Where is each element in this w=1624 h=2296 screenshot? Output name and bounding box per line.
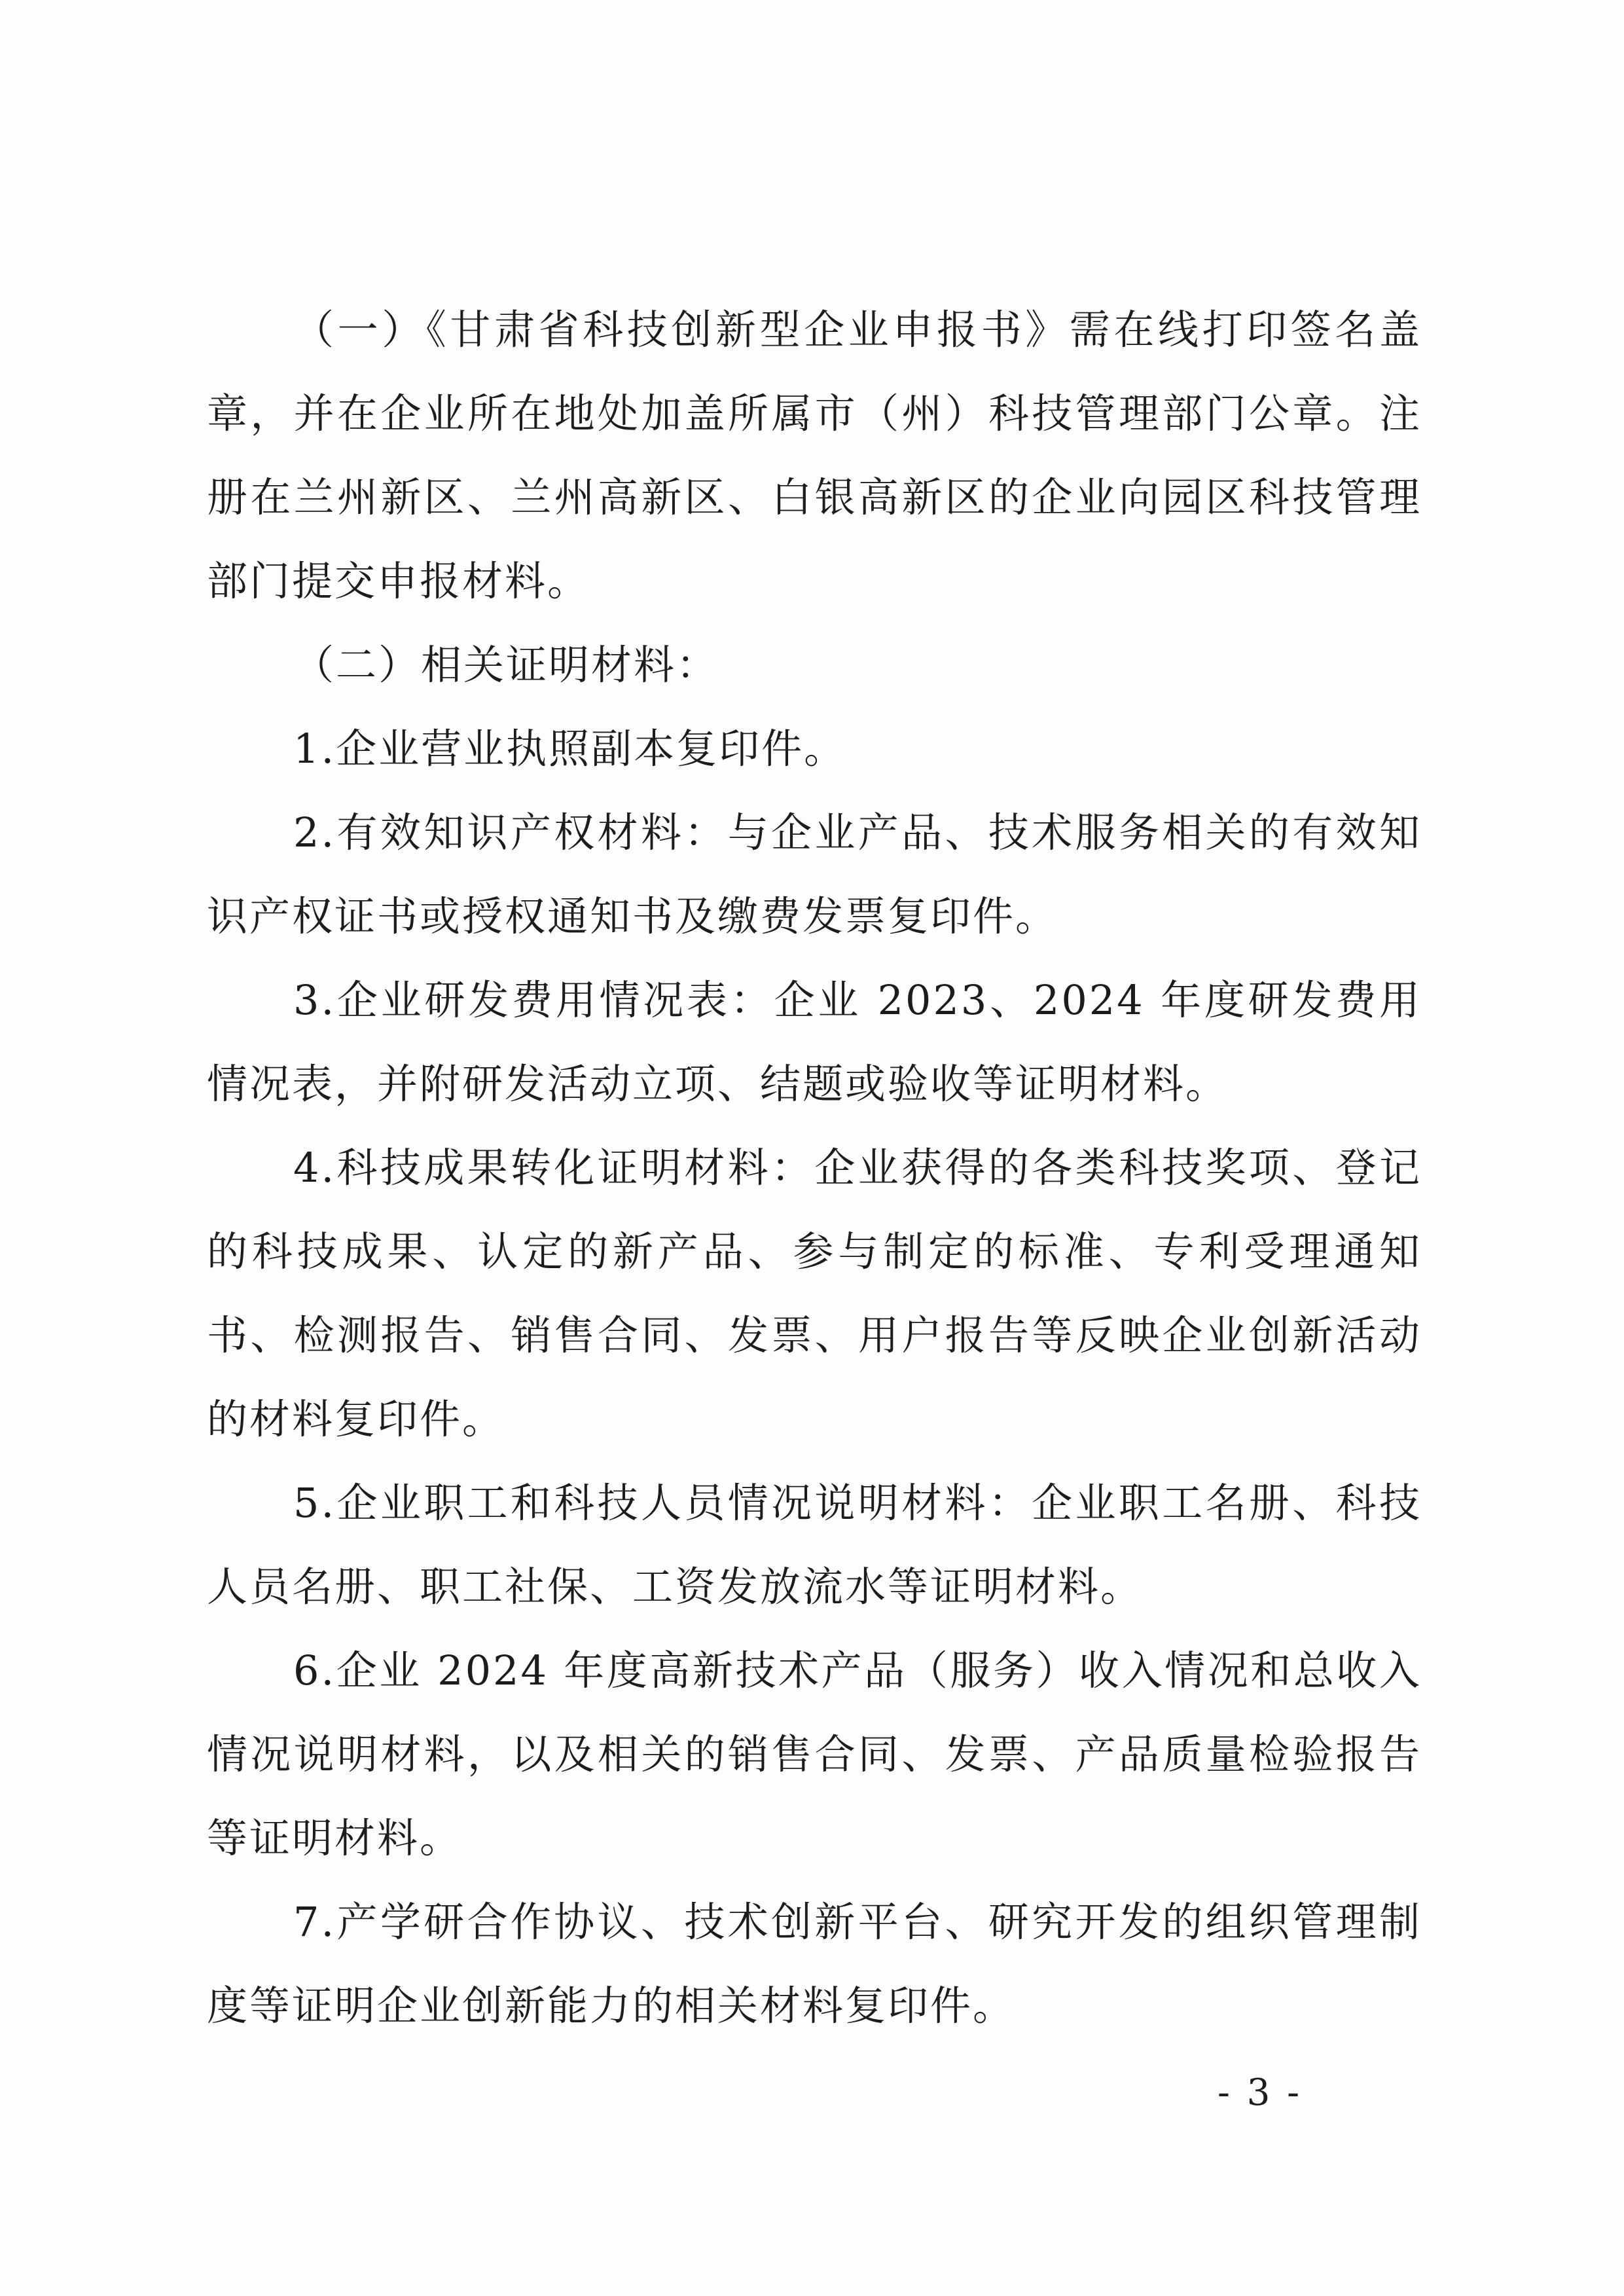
list-item-tech-transfer: 4.科技成果转化证明材料：企业获得的各类科技奖项、登记的科技成果、认定的新产品、参与制定的标准、专利受理通知书、检测报告、销售合同、发票、用户报告等反映企业创新活动的材料复印件。 [207,1144,1422,1443]
list-item-rd-expenses: 3.企业研发费用情况表：企业 2023、2024 年度研发费用情况表，并附研发活动立项、结题或验收等证明材料。 [207,976,1422,1108]
paragraph-supporting-materials-heading: （二）相关证明材料： [293,641,719,689]
list-item-hightech-revenue: 6.企业 2024 年度高新技术产品（服务）收入情况和总收入情况说明材料，以及相关的销售合同、发票、产品质量检验报告等证明材料。 [207,1647,1422,1862]
document-body [207,288,1422,2048]
list-item-business-license: 1.企业营业执照副本复印件。 [293,725,847,773]
list-item-intellectual-property: 2.有效知识产权材料：与企业产品、技术服务相关的有效知识产权证书或授权通知书及缴费发票复印件。 [207,809,1422,940]
paragraph-submission-form: （一）《甘肃省科技创新型企业申报书》需在线打印签名盖章，并在企业所在地处加盖所属市（州）科技管理部门公章。注册在兰州新区、兰州高新区、白银高新区的企业向园区科技管理部门提交申报材料。 [207,306,1422,605]
list-item-innovation-capacity: 7.产学研合作协议、技术创新平台、研究开发的组织管理制度等证明企业创新能力的相关材料复印件。 [207,1898,1422,2030]
page-number: - 3 - [1218,2071,1303,2114]
list-item-staff: 5.企业职工和科技人员情况说明材料：企业职工名册、科技人员名册、职工社保、工资发放流水等证明材料。 [207,1479,1422,1611]
